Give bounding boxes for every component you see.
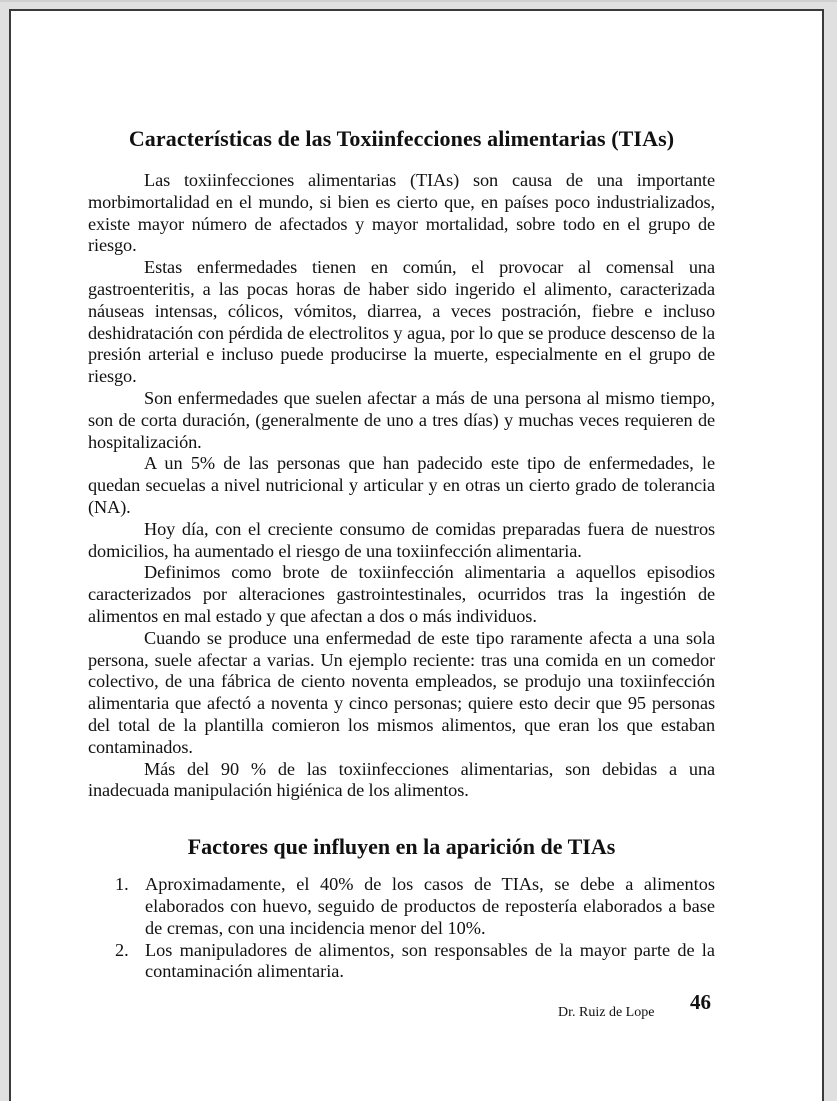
section-title-factores: Factores que influyen en la aparición de TIAs	[187, 834, 616, 860]
list-item-text: Aproximadamente, el 40% de los casos de TIAs, se debe a alimentos elaborados con huevo, seguido de productos de repostería elaborados a base de cremas, con una incidencia menor del 10%.	[145, 874, 715, 938]
paragraph: A un 5% de las personas que han padecido este tipo de enfermedades, le quedan secuelas a nivel nutricional y articular y en otras un cierto grado de tolerancia (NA).	[88, 453, 715, 517]
paragraph: Definimos como brote de toxiinfección alimentaria a aquellos episodios caracterizados por alteraciones gastrointestinales, ocurridos tras la ingestión de alimentos en mal estado y que afectan a dos o más individuos.	[88, 562, 715, 626]
section-body	[88, 170, 715, 802]
document-page	[9, 9, 824, 1101]
viewer-top-edge	[0, 0, 837, 2]
paragraph: Son enfermedades que suelen afectar a más de una persona al mismo tiempo, son de corta duración, (generalmente de uno a tres días) y muchas veces requieren de hospitalización.	[88, 387, 715, 452]
page-number: 46	[690, 990, 711, 1014]
paragraph: Las toxiinfecciones alimentarias (TIAs) son causa de una importante morbimortalidad en el mundo, si bien es cierto que, en países poco industrializados, existe mayor número de afectados y mayor mortalidad, sobre todo en el grupo de riesgo.	[88, 170, 715, 256]
list-item-number: 2.	[115, 939, 129, 960]
page-content	[88, 124, 715, 983]
footer-author: Dr. Ruiz de Lope	[558, 1005, 655, 1020]
list-item-number: 1.	[115, 874, 129, 895]
paragraph: Estas enfermedades tienen en común, el provocar al comensal una gastroenteritis, a las pocas horas de haber sido ingerido el alimento, caracterizada náuseas intensas, cólicos, vómitos, diarrea, a veces postración, fiebre e incluso deshidratación con pérdida de electrolitos y agua, por lo que se produce descenso de la presión arterial e incluso puede producirse la muerte, especialmente en el grupo de riesgo.	[88, 257, 715, 387]
list-item	[88, 874, 715, 939]
list-item-text: Los manipuladores de alimentos, son responsables de la mayor parte de la contaminación alimentaria.	[145, 939, 715, 982]
factors-list	[88, 874, 715, 983]
paragraph: Cuando se produce una enfermedad de este tipo raramente afecta a una sola persona, suele afectar a varias. Un ejemplo reciente: tras una comida en un comedor colectivo, de una fábrica de ciento noventa empleados, se produjo una toxiinfección alimentaria que afectó a noventa y cinco personas; quiere esto decir que 95 personas del total de la plantilla comieron los mismos alimentos, que eran los que estaban contaminados.	[88, 627, 715, 757]
section-title-caracteristicas: Características de las Toxiinfecciones alimentarias (TIAs)	[128, 126, 675, 151]
paragraph: Más del 90 % de las toxiinfecciones alimentarias, son debidas a una inadecuada manipulación higiénica de los alimentos.	[88, 758, 715, 801]
list-item	[88, 940, 715, 984]
paragraph: Hoy día, con el creciente consumo de comidas preparadas fuera de nuestros domicilios, ha aumentado el riesgo de una toxiinfección alimentaria.	[88, 518, 715, 561]
